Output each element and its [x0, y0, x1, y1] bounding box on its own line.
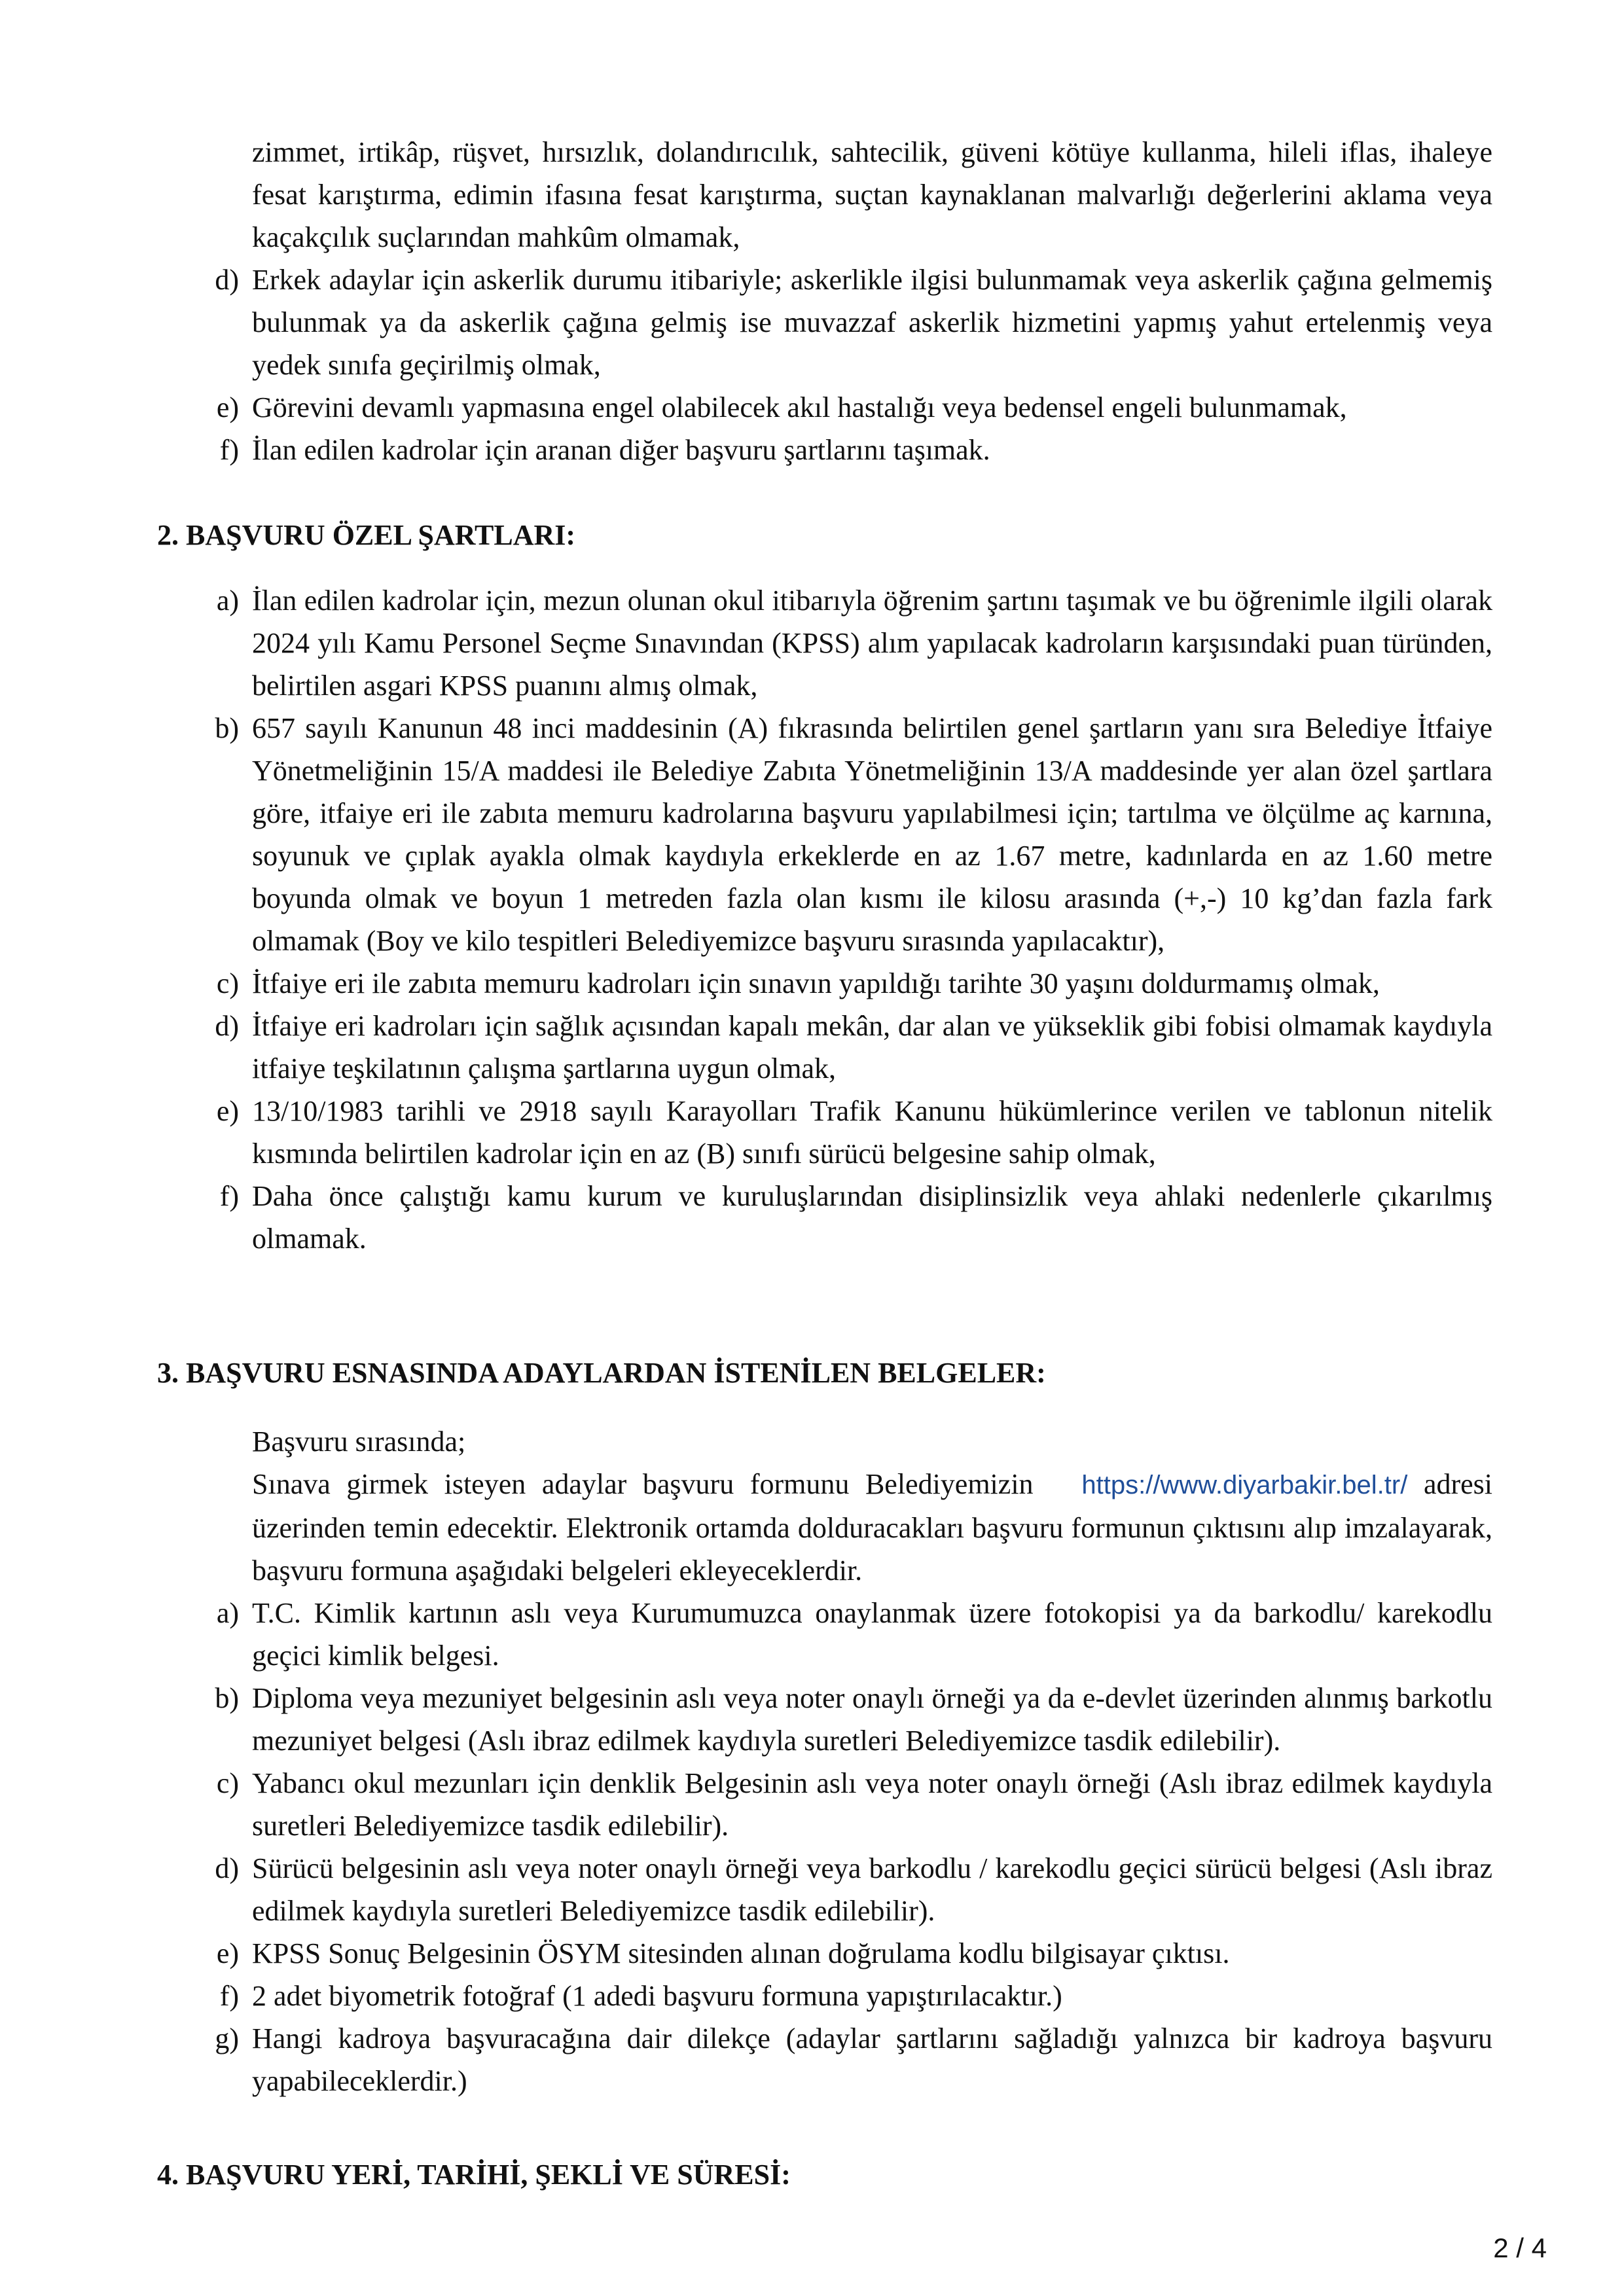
section3-intro-end: adresi üzerinden temin edecektir. Elektronik ortamda dolduracakları başvuru formunun çıktısını alıp imzalayarak, başvuru formuna aşağıdaki belgeleri ekleyeceklerdir.: [252, 1468, 1493, 1587]
list-item: [157, 1762, 1492, 1847]
list-item-label: d): [215, 1010, 239, 1042]
list-item-text: İtfaiye eri kadroları için sağlık açısından kapalı mekân, dar alan ve yükseklik gibi fobisi olmamak kaydıyla itfaiye teşkilatının çalışma şartlarına uygun olmak,: [252, 1010, 1492, 1085]
list-item-text: 13/10/1983 tarihli ve 2918 sayılı Karayolları Trafik Kanunu hükümlerince verilen ve tablonun nitelik kısmında belirtilen kadrolar için en az (B) sınıfı sürücü belgesine sahip olmak,: [252, 1095, 1492, 1170]
list-item-label: b): [215, 712, 239, 744]
list-item-text: Diploma veya mezuniyet belgesinin aslı veya noter onaylı örneği ya da e-devlet üzerinden alınmış barkotlu mezuniyet belgesi (Aslı ibraz edilmek kaydıyla suretleri Belediyemizce tasdik edilebilir).: [252, 1682, 1492, 1757]
page-number: 2 / 4: [1493, 2233, 1547, 2263]
list-item-label: f): [219, 1180, 239, 1212]
section2-list: [157, 579, 1492, 1260]
list-item: [157, 707, 1492, 962]
list-item-label: e): [216, 391, 239, 423]
list-item-label: g): [215, 2022, 239, 2054]
section3-intro-paragraph: [252, 1463, 1492, 1592]
list-item: [157, 962, 1492, 1005]
list-item-label: c): [216, 1767, 239, 1799]
list-item: [157, 1847, 1492, 1932]
list-item-label: b): [215, 1682, 239, 1714]
list-item-text: KPSS Sonuç Belgesinin ÖSYM sitesinden alınan doğrulama kodlu bilgisayar çıktısı.: [252, 1937, 1230, 1969]
list-item: [157, 1975, 1492, 2017]
list-item-label: d): [215, 264, 239, 296]
list-item-text: 2 adet biyometrik fotoğraf (1 adedi başvuru formuna yapıştırılacaktır.): [252, 1980, 1062, 2012]
website-link[interactable]: https://www.diyarbakir.bel.tr/: [1081, 1471, 1408, 1499]
section3-intro-line1: Başvuru sırasında;: [252, 1426, 466, 1458]
list-item-text: İlan edilen kadrolar için, mezun olunan okul itibarıyla öğrenim şartını taşımak ve bu öğrenimle ilgili olarak 2024 yılı Kamu Personel Seçme Sınavından (KPSS) alım yapılacak kadroların karşısındaki puan türünden, belirtilen asgari KPSS puanını almış olmak,: [252, 584, 1492, 702]
list-item: [157, 1175, 1492, 1260]
list-item-label: c): [216, 967, 239, 999]
section1-item-c-continuation: zimmet, irtikâp, rüşvet, hırsızlık, dolandırıcılık, sahtecilik, güveni kötüye kullanma, hileli iflas, ihaleye fesat karıştırma, edimin ifasına fesat karıştırma, suçtan kaynaklanan malvarlığı değerlerini aklama veya kaçakçılık suçlarından mahkûm olmamak,: [252, 136, 1492, 253]
list-item: [157, 386, 1492, 429]
list-item: [157, 1932, 1492, 1975]
section3-body: [157, 1420, 1492, 2102]
section3-intro-start: Sınava girmek isteyen adaylar başvuru formunu Belediyemizin: [252, 1468, 1034, 1500]
section2-heading: 2. BAŞVURU ÖZEL ŞARTLARI:: [157, 519, 576, 551]
list-item-text: İlan edilen kadrolar için aranan diğer başvuru şartlarını taşımak.: [252, 434, 990, 466]
list-item-label: f): [219, 1980, 239, 2012]
list-item-text: İtfaiye eri ile zabıta memuru kadroları için sınavın yapıldığı tarihte 30 yaşını doldurmamış olmak,: [252, 967, 1380, 999]
list-item-text: Yabancı okul mezunları için denklik Belgesinin aslı veya noter onaylı örneği (Aslı ibraz edilmek kaydıyla suretleri Belediyemizce tasdik edilebilir).: [252, 1767, 1492, 1842]
list-item-label: a): [216, 1597, 239, 1629]
list-item: [157, 1005, 1492, 1090]
list-item-text: Hangi kadroya başvuracağına dair dilekçe (adaylar şartlarını sağladığı yalnızca bir kadroya başvuru yapabileceklerdir.): [252, 2022, 1492, 2097]
list-item-text: T.C. Kimlik kartının aslı veya Kurumumuzca onaylanmak üzere fotokopisi ya da barkodlu/ karekodlu geçici kimlik belgesi.: [252, 1597, 1492, 1672]
list-item-label: e): [216, 1095, 239, 1127]
list-item: [157, 1677, 1492, 1762]
section4-heading: 4. BAŞVURU YERİ, TARİHİ, ŞEKLİ VE SÜRESİ:: [157, 2159, 791, 2191]
list-item-text: Görevini devamlı yapmasına engel olabilecek akıl hastalığı veya bedensel engeli bulunmamak,: [252, 391, 1347, 423]
list-item-text: Erkek adaylar için askerlik durumu itibariyle; askerlikle ilgisi bulunmamak veya askerlik çağına gelmemiş bulunmak ya da askerlik çağına gelmiş ise muvazzaf askerlik hizmetini yapmış yahut ertelenmiş veya yedek sınıfa geçirilmiş olmak,: [252, 264, 1492, 381]
list-item-text: 657 sayılı Kanunun 48 inci maddesinin (A) fıkrasında belirtilen genel şartların yanı sıra Belediye İtfaiye Yönetmeliğinin 15/A maddesi ile Belediye Zabıta Yönetmeliğinin 13/A maddesinde yer alan özel şartlara göre, itfaiye eri ile zabıta memuru kadrolarına başvuru yapılabilmesi için; tartılma ve ölçülme aç karnına, soyunuk ve çıplak ayakla olmak kaydıyla erkeklerde en az 1.67 metre, kadınlarda en az 1.60 metre boyunda olmak ve boyun 1 metreden fazla olan kısmı ile kilosu arasında (+,-) 10 kg’dan fazla fark olmamak (Boy ve kilo tespitleri Belediyemizce başvuru sırasında yapılacaktır),: [252, 712, 1492, 957]
list-item-text: Sürücü belgesinin aslı veya noter onaylı örneği veya barkodlu / karekodlu geçici sürücü belgesi (Aslı ibraz edilmek kaydıyla suretleri Belediyemizce tasdik edilebilir).: [252, 1852, 1492, 1927]
list-item: [157, 579, 1492, 707]
section1-continuation: [157, 131, 1492, 471]
list-item-label: e): [216, 1937, 239, 1969]
list-item-label: f): [219, 434, 239, 466]
list-item: [157, 2017, 1492, 2102]
list-item-label: a): [216, 584, 239, 617]
list-item: [157, 1592, 1492, 1677]
section3-heading: 3. BAŞVURU ESNASINDA ADAYLARDAN İSTENİLEN BELGELER:: [157, 1357, 1046, 1389]
list-item-text: Daha önce çalıştığı kamu kurum ve kuruluşlarından disiplinsizlik veya ahlaki nedenlerle çıkarılmış olmamak.: [252, 1180, 1492, 1255]
list-item: [157, 1090, 1492, 1175]
list-item: [157, 259, 1492, 386]
list-item-label: d): [215, 1852, 239, 1884]
list-item: [157, 429, 1492, 471]
